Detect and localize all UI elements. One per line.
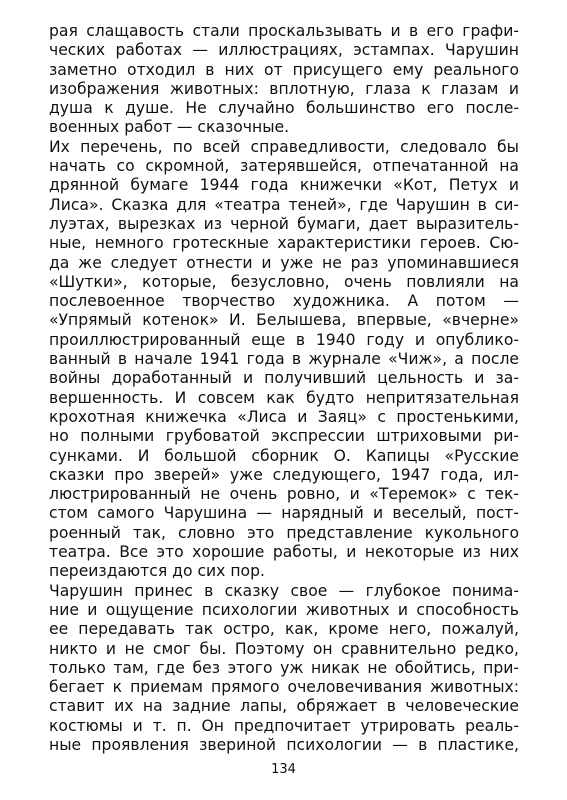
text-line: никто и не смог бы. Поэтому он сравнительно редко, (49, 639, 519, 658)
text-line: заметно отходил в них от присущего ему реального (49, 60, 519, 79)
text-line: военных работ — сказочные. (49, 118, 290, 137)
text-line: «Шутки», которые, безусловно, очень повлияли на (49, 272, 519, 291)
text-line: ее передавать так остро, как, кроме него, пожалуй, (49, 620, 519, 639)
text-line: сунками. И большой сборник О. Капицы «Русские (49, 446, 519, 465)
text-line: Их перечень, по всей справедливости, следовало бы (49, 137, 519, 156)
text-line: бегает к приемам прямого очеловечивания животных: (49, 678, 519, 697)
text-line: ные проявления звериной психологии — в пластике, (49, 735, 519, 754)
text-line: ванный в начале 1941 года в журнале «Чиж», а после (49, 350, 519, 369)
text-line: но полными грубоватой экспрессии штриховыми ри- (49, 427, 519, 446)
text-line: да же следует отнести и уже не раз упоминавшиеся (49, 253, 519, 272)
text-line: послевоенное творчество художника. А потом — (49, 292, 519, 311)
text-line: костюмы и т. п. Он предпочитает утрировать реаль- (49, 716, 519, 735)
text-line: роенный так, словно это представление кукольного (49, 523, 519, 542)
text-line: ние и ощущение психологии животных и способность (49, 600, 519, 619)
text-line: ные, немного гротескные характеристики героев. Сю- (49, 234, 519, 253)
text-line: дрянной бумаге 1944 года книжечки «Кот, Петух и (49, 176, 519, 195)
text-line: Чарушин принес в сказку свое — глубокое понима- (49, 581, 519, 600)
text-line: театра. Все это хорошие работы, и некоторые из них (49, 543, 519, 562)
text-line: «Упрямый котенок» И. Белышева, впервые, «вчерне» (49, 311, 519, 330)
text-line: рая слащавость стали проскальзывать и в его графи- (49, 22, 519, 40)
text-line: луэтах, вырезках из черной бумаги, дает выразитель- (49, 214, 519, 233)
text-line: ческих работах — иллюстрациях, эстампах. Чарушин (49, 41, 519, 60)
text-line: только там, где без этого уж никак не обойтись, при- (49, 658, 519, 677)
text-line: вершенность. И совсем как будто непритязательная (49, 388, 519, 407)
text-line: крохотная книжечка «Лиса и Заяц» с простенькими, (49, 407, 519, 426)
text-line: начать со скромной, затерявшейся, отпечатанной на (49, 157, 519, 176)
page-number: 134 (271, 762, 296, 777)
text-line: изображения животных: вплотную, глаза к глазам и (49, 79, 519, 98)
text-line: Лиса». Сказка для «театра теней», где Чарушин в си- (49, 195, 519, 214)
text-line: войны доработанный и получивший цельность и за- (49, 369, 519, 388)
text-line: сказки про зверей» уже следующего, 1947 года, ил- (49, 465, 519, 484)
text-line: душа к душе. Не случайно большинство его после- (49, 99, 519, 118)
text-line: стом самого Чарушина — нарядный и веселый, пост- (49, 504, 519, 523)
text-line: люстрированный не очень ровно, и «Теремок» с тек- (49, 485, 519, 504)
text-line: проиллюстрированный еще в 1940 году и опублико- (49, 330, 519, 349)
body-text (49, 22, 519, 755)
text-line: ставит их на задние лапы, обряжает в человеческие (49, 697, 519, 716)
text-line: переиздаются до сих пор. (49, 562, 265, 581)
